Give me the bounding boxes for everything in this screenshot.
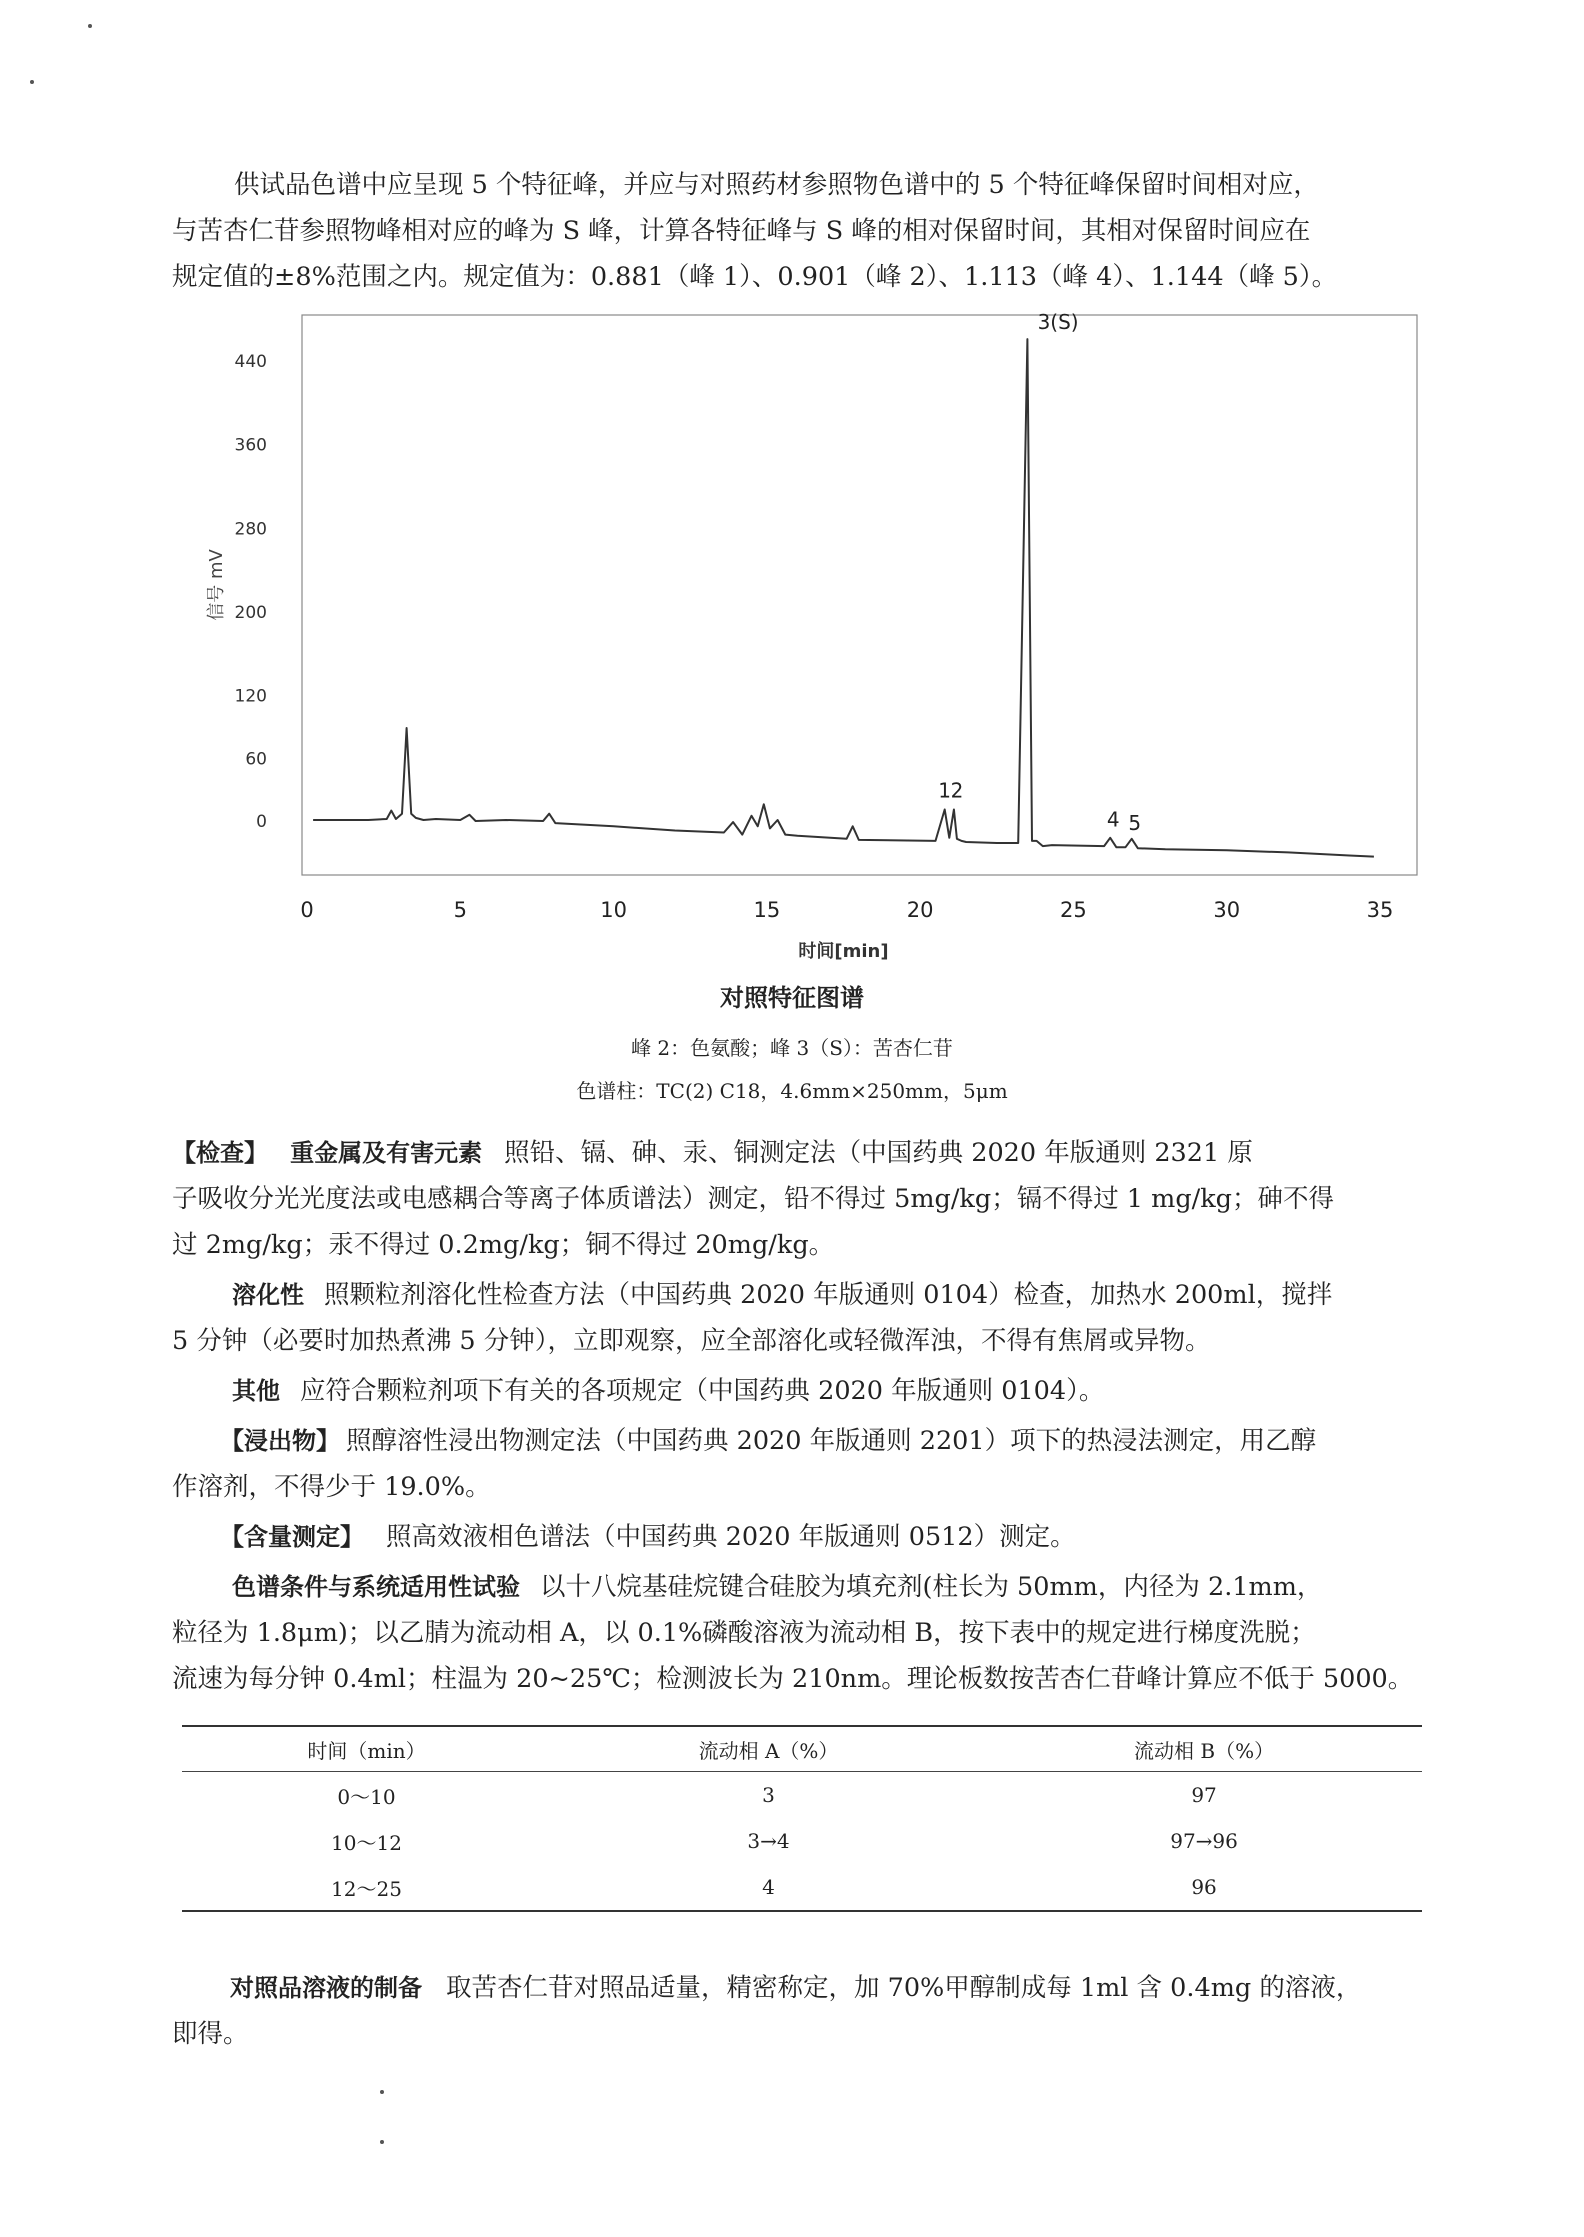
extract-line: 作溶剂，不得少于 19.0%。 — [172, 1472, 491, 1502]
conditions-heading: 色谱条件与系统适用性试验 — [232, 1573, 520, 1601]
intro-line: 供试品色谱中应呈现 5 个特征峰，并应与对照药材参照物色谱中的 5 个特征峰保留时间相对应， — [234, 170, 1319, 200]
other-heading: 其他 — [232, 1377, 280, 1405]
table-header-row — [182, 1726, 1422, 1772]
heavy-metals-line: 过 2mg/kg；汞不得过 0.2mg/kg；铜不得过 20mg/kg。 — [172, 1230, 835, 1260]
intro-line: 与苦杏仁苷参照物峰相对应的峰为 S 峰，计算各特征峰与 S 峰的相对保留时间，其相对保留时间应在 — [172, 216, 1311, 246]
y-axis-label: 信号 mV — [206, 549, 227, 621]
x-tick-label: 30 — [1213, 898, 1241, 922]
peak-label: 5 — [1128, 810, 1142, 835]
table-row — [182, 1818, 1422, 1864]
y-tick-label: 120 — [234, 686, 267, 707]
table-cell: 97 — [1191, 1783, 1217, 1807]
extract-line: 【浸出物】 照醇溶性浸出物测定法（中国药典 2020 年版通则 2201）项下的热浸法测定，用乙醇 — [220, 1426, 1317, 1456]
y-tick-label: 0 — [256, 812, 267, 832]
reference-line: 对照品溶液的制备 取苦杏仁苷对照品适量，精密称定，加 70%甲醇制成每 1ml 含 0.4mg 的溶液， — [230, 1973, 1362, 2003]
x-tick-label: 0 — [300, 898, 314, 922]
intro-line: 规定值的±8%范围之内。规定值为：0.881（峰 1）、0.901（峰 2）、1.113（峰 4）、1.144（峰 5）。 — [172, 262, 1338, 292]
peak-label: 1 — [938, 778, 952, 803]
figure-title: 对照特征图谱 — [720, 984, 864, 1012]
heavy-metals-line: 子吸收分光光度法或电感耦合等离子体质谱法）测定，铅不得过 5mg/kg；镉不得过 1 mg/kg；砷不得 — [172, 1184, 1335, 1214]
solubility-line: 5 分钟（必要时加热煮沸 5 分钟），立即观察，应全部溶化或轻微浑浊，不得有焦屑或异物。 — [172, 1326, 1211, 1356]
x-tick-label: 15 — [753, 898, 781, 922]
heavy-metals-line: 【检查】 重金属及有害元素 照铅、镉、砷、汞、铜测定法（中国药典 2020 年版通则 2321 原 — [172, 1138, 1253, 1168]
table-cell: 12～25 — [331, 1876, 402, 1901]
peaks-note: 峰 2：色氨酸；峰 3（S）：苦杏仁苷 — [631, 1036, 953, 1060]
table-header: 流动相 B（%） — [986, 1726, 1422, 1772]
intro-paragraph — [172, 162, 1422, 300]
plot-frame — [302, 315, 1417, 875]
solubility-heading: 溶化性 — [232, 1281, 304, 1309]
column-spec: 色谱柱：TC(2) C18，4.6mm×250mm，5μm — [576, 1079, 1008, 1103]
extract-heading: 【浸出物】 — [220, 1427, 340, 1455]
table-header: 流动相 A（%） — [551, 1726, 986, 1772]
table-cell: 0～10 — [337, 1784, 396, 1809]
x-axis-label: 时间[min] — [798, 941, 889, 962]
chromatogram-trace — [313, 339, 1374, 857]
y-tick-label: 280 — [234, 519, 267, 540]
chromatogram-figure — [190, 310, 1430, 962]
chromatogram-chart — [190, 310, 1430, 962]
scan-speck — [88, 24, 92, 28]
solubility-line: 溶化性 照颗粒剂溶化性检查方法（中国药典 2020 年版通则 0104）检查，加热水 200ml，搅拌 — [232, 1280, 1333, 1310]
gradient-table — [182, 1725, 1422, 1912]
y-tick-label: 440 — [234, 352, 267, 372]
heavy-metals-heading: 重金属及有害元素 — [290, 1139, 483, 1167]
reference-section — [172, 1965, 1422, 2057]
x-tick-label: 20 — [906, 898, 934, 922]
assay-heading: 【含量测定】 — [220, 1523, 364, 1551]
table-cell: 97→96 — [1170, 1829, 1238, 1853]
scan-speck — [30, 80, 34, 84]
y-tick-label: 60 — [245, 749, 267, 770]
x-tick-label: 35 — [1366, 898, 1394, 922]
other-line: 其他 应符合颗粒剂项下有关的各项规定（中国药典 2020 年版通则 0104）。 — [232, 1376, 1105, 1406]
peak-label: 3(S) — [1037, 310, 1079, 334]
check-section — [172, 1130, 1422, 1702]
peak-label: 2 — [950, 778, 964, 803]
conditions-line: 粒径为 1.8μm)；以乙腈为流动相 A，以 0.1%磷酸溶液为流动相 B，按下表中的规定进行梯度洗脱； — [172, 1618, 1316, 1648]
reference-line: 即得。 — [172, 2019, 249, 2049]
y-tick-label: 360 — [234, 435, 267, 456]
assay-line: 【含量测定】 照高效液相色谱法（中国药典 2020 年版通则 0512）测定。 — [220, 1522, 1076, 1552]
table-cell: 10～12 — [331, 1830, 402, 1855]
table-cell: 3→4 — [747, 1829, 790, 1853]
y-tick-label: 200 — [234, 602, 267, 623]
table-row — [182, 1864, 1422, 1911]
scan-speck — [380, 2140, 384, 2144]
table-row — [182, 1772, 1422, 1819]
table-cell: 4 — [762, 1875, 775, 1899]
table-cell: 3 — [762, 1783, 775, 1807]
reference-heading: 对照品溶液的制备 — [230, 1974, 422, 2002]
table-cell: 96 — [1191, 1875, 1217, 1899]
conditions-line: 流速为每分钟 0.4ml；柱温为 20~25℃；检测波长为 210nm。理论板数按苦杏仁苷峰计算应不低于 5000。 — [172, 1664, 1414, 1694]
peak-label: 4 — [1106, 807, 1120, 832]
x-tick-label: 25 — [1060, 898, 1087, 922]
x-tick-label: 5 — [453, 898, 467, 922]
check-label: 【检查】 — [172, 1139, 268, 1167]
conditions-line: 色谱条件与系统适用性试验 以十八烷基硅烷键合硅胶为填充剂(柱长为 50mm，内径为 2.1mm， — [232, 1572, 1323, 1602]
table-header: 时间（min） — [182, 1726, 551, 1772]
x-tick-label: 10 — [600, 898, 627, 922]
scan-speck — [380, 2090, 384, 2094]
